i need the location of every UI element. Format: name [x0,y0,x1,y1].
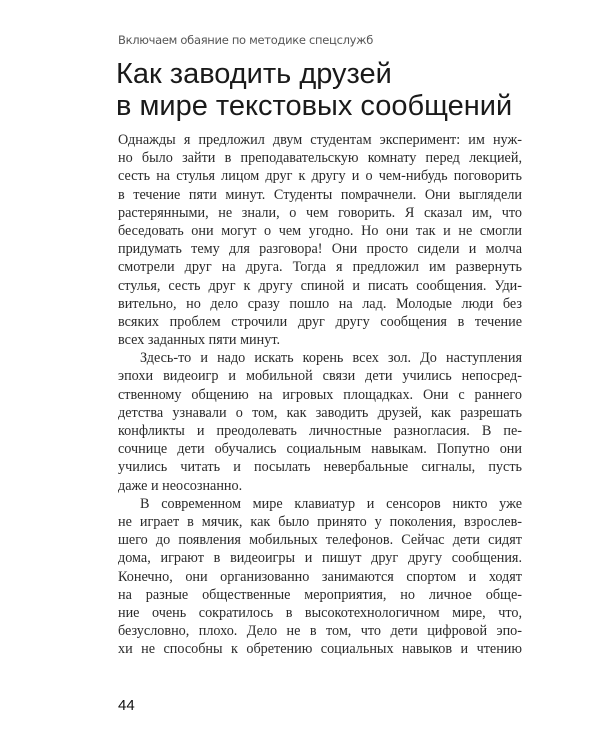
text-line: В современном мире клавиатур и сенсоров никто уже [140,495,522,512]
text-line: безусловно, плохо. Дело не в том, что дети цифровой эпо- [118,623,522,640]
text-line: даже и неосознанно. [118,477,243,494]
text-line: учились читать и посылать невербальные сигналы, пусть [118,459,522,476]
text-line: Здесь-то и надо искать корень всех зол. До наступления [140,350,522,367]
title-line: Как заводить друзей [116,58,392,90]
running-head: Включаем обаяние по методике спецслужб [118,33,374,47]
text-line: стулья, сесть друг к другу спиной и писать сообщения. Уди- [118,277,522,294]
text-line: детства узнавали о том, как заводить друзей, как разрешать [118,404,522,421]
text-line: не играет в мячик, как было принято у поколения, взрослев- [118,513,522,530]
text-line: вительно, но дело сразу пошло на лад. Молодые люди без [118,295,522,312]
text-line: на разные общественные мероприятия, но личное обще- [118,586,522,603]
text-line: смотрели друг на друга. Тогда я предложил им развернуть [118,259,522,276]
text-line: дома, играют в видеоигры и пишут друг другу сообщения. [118,550,522,567]
text-line: эпохи видеоигр и мобильной связи дети учились непосред- [118,368,522,385]
body-text [118,131,522,658]
text-line: сочнице дети обучались социальным навыкам. Попутно они [118,441,522,458]
text-line: Конечно, они организованно занимаются спортом и ходят [118,568,522,585]
text-line: всех заданных пяти минут. [118,332,281,349]
text-line: шего до появления мобильных телефонов. Сейчас дети сидят [118,532,522,549]
page-number: 44 [118,697,135,714]
text-line: придумать тему для разговора! Они просто сидели и молча [118,241,522,258]
text-line: растерянными, не знали, о чем говорить. Я сказал им, что [118,204,522,221]
text-line: сесть на стулья лицом друг к другу и о чем-нибудь поговорить [118,168,522,185]
text-line: ственному общению на игровых площадках. Они с раннего [118,386,522,403]
section-title [116,58,512,122]
text-line: в течение пяти минут. Студенты помрачнели. Они выглядели [118,186,522,203]
text-line: конфликты и преодолевать личностные разногласия. В пе- [118,423,522,439]
text-line: хи не способны к обретению социальных навыков и чтению [118,641,522,658]
title-line: в мире текстовых сообщений [116,90,513,122]
text-line: беседовать они могут о чем угодно. Но они так и не смогли [118,222,522,239]
text-line: но было зайти в преподавательскую комнату перед лекцией, [118,150,522,167]
text-line: Однажды я предложил двум студентам эксперимент: им нуж- [118,132,522,148]
text-line: всяких проблем строчили друг другу сообщения в течение [118,313,522,330]
text-line: ние очень сократилось в высокотехнологичном мире, что, [118,604,522,621]
